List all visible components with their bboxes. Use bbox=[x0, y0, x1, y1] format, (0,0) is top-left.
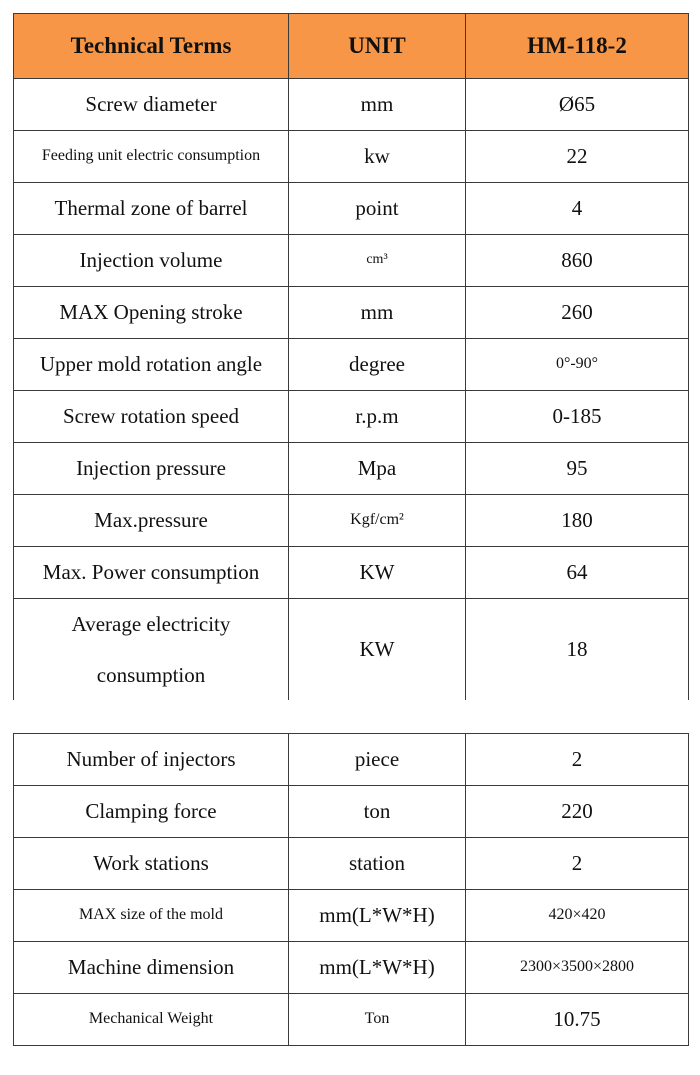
table-row bbox=[14, 942, 689, 994]
table-row bbox=[14, 391, 689, 443]
value-cell: 0-185 bbox=[466, 391, 689, 443]
table-row bbox=[14, 786, 689, 838]
value-cell: 4 bbox=[466, 183, 689, 235]
table-row bbox=[14, 838, 689, 890]
value-cell: 0°-90° bbox=[466, 339, 689, 391]
table-row bbox=[14, 890, 689, 942]
term-cell: Max. Power consumption bbox=[14, 547, 289, 599]
value-cell: 18 bbox=[466, 599, 689, 701]
unit-cell: station bbox=[289, 838, 466, 890]
value-cell: 260 bbox=[466, 287, 689, 339]
table-row bbox=[14, 547, 689, 599]
header-technical-terms: Technical Terms bbox=[14, 14, 289, 79]
unit-cell: r.p.m bbox=[289, 391, 466, 443]
table-row bbox=[14, 994, 689, 1046]
unit-cell: Mpa bbox=[289, 443, 466, 495]
term-cell: Work stations bbox=[14, 838, 289, 890]
term-cell: Injection volume bbox=[14, 235, 289, 287]
unit-cell: mm(L*W*H) bbox=[289, 942, 466, 994]
term-cell: Number of injectors bbox=[14, 734, 289, 786]
unit-cell: mm bbox=[289, 79, 466, 131]
value-cell: 420×420 bbox=[466, 890, 689, 942]
value-cell: 860 bbox=[466, 235, 689, 287]
value-cell: 2 bbox=[466, 838, 689, 890]
value-cell: 95 bbox=[466, 443, 689, 495]
table-row bbox=[14, 339, 689, 391]
unit-cell: mm(L*W*H) bbox=[289, 890, 466, 942]
table-row bbox=[14, 599, 689, 701]
value-cell: 64 bbox=[466, 547, 689, 599]
unit-cell: degree bbox=[289, 339, 466, 391]
table-row bbox=[14, 131, 689, 183]
value-cell: 10.75 bbox=[466, 994, 689, 1046]
spec-table-bottom bbox=[13, 733, 689, 1046]
term-cell: Injection pressure bbox=[14, 443, 289, 495]
unit-cell: ton bbox=[289, 786, 466, 838]
value-cell: 180 bbox=[466, 495, 689, 547]
term-cell: Thermal zone of barrel bbox=[14, 183, 289, 235]
header-model: HM-118-2 bbox=[466, 14, 689, 79]
term-cell: Machine dimension bbox=[14, 942, 289, 994]
unit-cell: mm bbox=[289, 287, 466, 339]
unit-cell: Kgf/cm² bbox=[289, 495, 466, 547]
unit-cell: KW bbox=[289, 547, 466, 599]
term-cell: Feeding unit electric consumption bbox=[14, 131, 289, 183]
spec-table-top bbox=[13, 13, 689, 700]
value-cell: 22 bbox=[466, 131, 689, 183]
table-header-row bbox=[14, 14, 689, 79]
term-cell: Clamping force bbox=[14, 786, 289, 838]
unit-cell: piece bbox=[289, 734, 466, 786]
table-row bbox=[14, 495, 689, 547]
term-cell: Upper mold rotation angle bbox=[14, 339, 289, 391]
table-row bbox=[14, 183, 689, 235]
term-cell: Average electricity consumption bbox=[14, 599, 289, 701]
table-row bbox=[14, 287, 689, 339]
value-cell: 2300×3500×2800 bbox=[466, 942, 689, 994]
term-cell: MAX Opening stroke bbox=[14, 287, 289, 339]
unit-cell: cm³ bbox=[289, 235, 466, 287]
value-cell: Ø65 bbox=[466, 79, 689, 131]
term-cell: Screw rotation speed bbox=[14, 391, 289, 443]
unit-cell: point bbox=[289, 183, 466, 235]
table-row bbox=[14, 443, 689, 495]
unit-cell: Ton bbox=[289, 994, 466, 1046]
term-cell: Screw diameter bbox=[14, 79, 289, 131]
header-unit: UNIT bbox=[289, 14, 466, 79]
term-cell: Mechanical Weight bbox=[14, 994, 289, 1046]
table-row bbox=[14, 79, 689, 131]
term-cell: Max.pressure bbox=[14, 495, 289, 547]
table-row bbox=[14, 235, 689, 287]
unit-cell: kw bbox=[289, 131, 466, 183]
term-cell: MAX size of the mold bbox=[14, 890, 289, 942]
value-cell: 220 bbox=[466, 786, 689, 838]
table-row bbox=[14, 734, 689, 786]
unit-cell: KW bbox=[289, 599, 466, 701]
value-cell: 2 bbox=[466, 734, 689, 786]
